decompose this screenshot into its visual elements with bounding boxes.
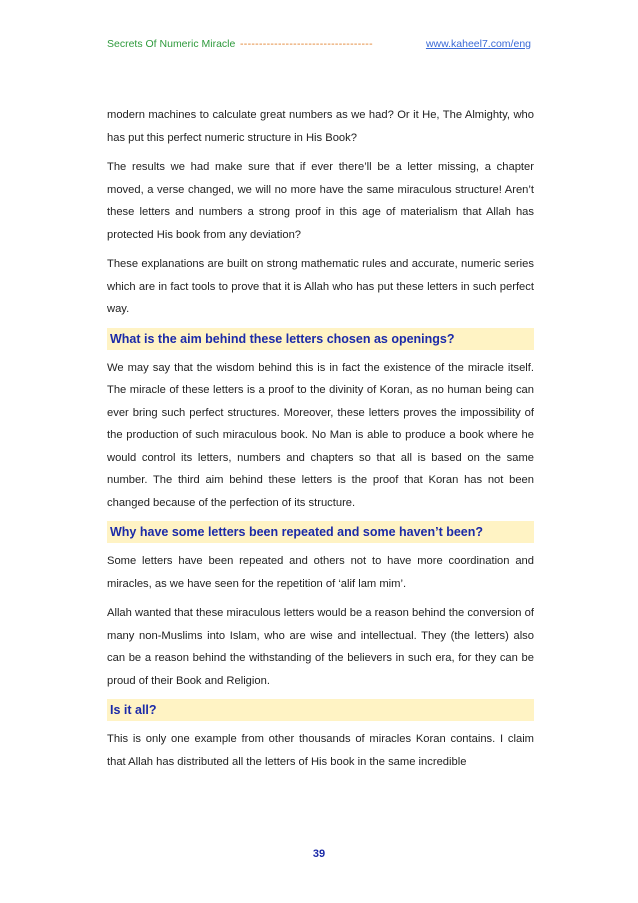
page-header bbox=[107, 38, 531, 54]
header-url-link[interactable]: www.kaheel7.com/eng bbox=[425, 38, 531, 50]
section-heading-is-it-all: Is it all? bbox=[107, 699, 534, 721]
header-separator: ----------------------------------- bbox=[240, 38, 373, 50]
section-heading-repeated: Why have some letters been repeated and some haven’t been? bbox=[107, 521, 534, 543]
section-heading-aim: What is the aim behind these letters chosen as openings? bbox=[107, 328, 534, 350]
paragraph: modern machines to calculate great numbers as we had? Or it He, The Almighty, who has put this perfect numeric structure in His Book? bbox=[107, 109, 534, 144]
paragraph: These explanations are built on strong mathematic rules and accurate, numeric series which are in fact tools to prove that it is Allah who has put these letters in such perfect way. bbox=[107, 258, 534, 315]
paragraph: This is only one example from other thousands of miracles Koran contains. I claim that Allah has distributed all the letters of His book in the same incredible bbox=[107, 733, 534, 768]
paragraph: The results we had make sure that if ever there’ll be a letter missing, a chapter moved, a verse changed, we will no more have the same miraculous structure! Aren’t these letters and numbers a strong proof in this age of materialism that Allah has protected His book from any deviation? bbox=[107, 161, 534, 241]
page-content bbox=[107, 104, 534, 780]
paragraph: Some letters have been repeated and others not to have more coordination and miracles, as we have seen for the repetition of ‘alif lam mim’. bbox=[107, 555, 534, 590]
page-number: 39 bbox=[312, 848, 326, 860]
header-title: Secrets Of Numeric Miracle bbox=[107, 38, 236, 50]
paragraph: We may say that the wisdom behind this is in fact the existence of the miracle itself. The miracle of these letters is a proof to the divinity of Koran, as no human being can ever bring such perfect structures. Moreover, these letters proves the impossibility of the production of such miraculous book. No Man is able to produce a book where he would control its letters, numbers and chapters so that all is based on the same number. The third aim behind these letters is the proof that Koran has not been changed because of the perfection of its structure. bbox=[107, 361, 534, 509]
paragraph: Allah wanted that these miraculous letters would be a reason behind the conversion of many non-Muslims into Islam, who are wise and intellectual. They (the letters) also can be a reason behind the withstanding of the believers in such era, for they can be proud of their Book and Religion. bbox=[107, 607, 534, 687]
